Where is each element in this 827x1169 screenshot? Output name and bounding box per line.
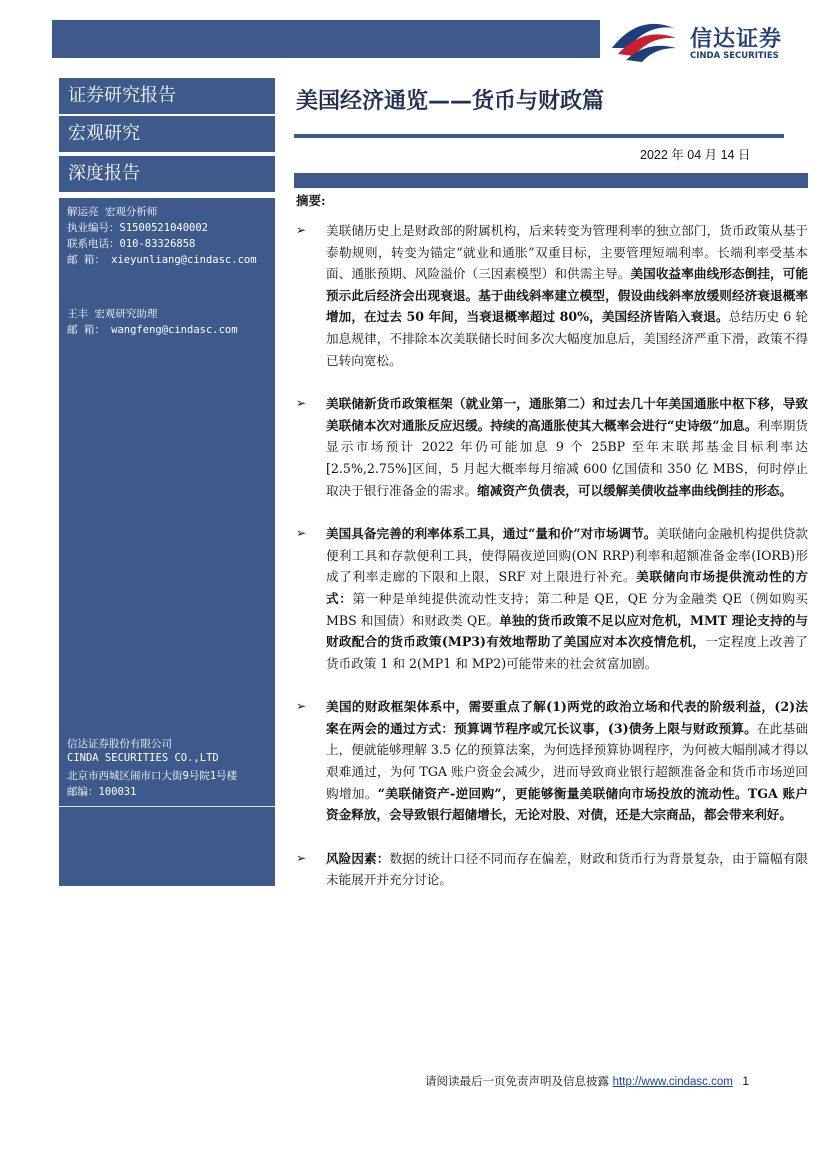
bullet-segment: 一定程度上改善了货币政策 1 和 2(MP1 和 MP2)可能带来的社会贫富加剧。 <box>326 634 809 671</box>
bullet-segment-bold: 美国的财政框架体系中，需要重点了解(1)两党的政治立场和代表的阶级利益，(2)法案在两会的通过方式：预算调节程序或冗长议事，(3)债务上限与财政预算。 <box>326 699 808 736</box>
bullet-segment-bold: 单独的货币政策不足以应对危机，MMT 理论支持的与财政配合的货币政策(MP3)有效地帮助了美国应对本次疫情危机， <box>326 612 808 650</box>
report-date: 2022 年 04 月 14 日 <box>640 148 751 162</box>
bullet-text <box>326 396 808 497</box>
bullet-fiscal-framework <box>296 696 808 826</box>
arrow-bullet-icon: ➢ <box>296 526 307 541</box>
analyst1-name: 解运亮 宏观分析师 <box>67 206 158 218</box>
company-logo <box>608 16 808 64</box>
bullet-risk-factors <box>296 848 808 891</box>
analyst1-phone: 联系电话：010-83326858 <box>67 238 196 250</box>
bullet-segment: 利率期货显示市场预计 2022 年仍可能加息 9 个 25BP 至年末联邦基金目标利率达[2.5%,2.75%]区间，5 月起大概率每月缩减 600 亿国债和 350 亿 MBS，何时停止取决于银行准备金的需求。 <box>326 417 808 498</box>
logo-text-en: CINDA SECURITIES <box>690 51 779 61</box>
page-footer <box>425 1073 749 1089</box>
bullet-segment: 美联储向金融机构提供贷款便利工具和存款便利工具，使得隔夜逆回购(ON RRP)利率和超额准备金率(IORB)形成了利率走廊的下限和上限，SRF 对上限进行补充。 <box>326 526 808 585</box>
bullet-text <box>326 526 808 671</box>
bullet-segment-bold: 风险因素： <box>326 850 390 866</box>
tab-in-depth-report: 深度报告 <box>59 156 275 192</box>
bullet-segment-bold: 美国收益率曲线形态倒挂，可能预示此后经济会出现衰退。基于曲线斜率建立模型，假设曲线斜率放缓则经济衰退概率增加，在过去 50 年间，当衰退概率超过 80%，美国经济皆陷入衰退。 <box>326 266 809 325</box>
logo-text-cn: 信达证券 <box>690 27 783 52</box>
bullet-segment: 美联储历史上是财政部的附属机构，后来转变为管理利率的独立部门，货币政策从基于泰勒规则，转变为锚定“就业和通胀”双重目标，主要管理短端利率。长端利率受基本面、通胀预期、风险溢价（三因素模型）和供需主导。 <box>326 223 808 282</box>
bullet-segment: 数据的统计口径不同而存在偏差，财政和货币行为背景复杂，由于篇幅有限未能展开并充分讨论。 <box>326 850 809 888</box>
bullet-new-policy-framework <box>296 393 808 501</box>
bullet-segment: 第一种是单纯提供流动性支持；第二种是 QE，QE 分为金融类 QE（例如购买 MBS 和国债）和财政类 QE。 <box>326 590 808 628</box>
bullet-segment-bold: 美国具备完善的利率体系工具，通过“量和价”对市场调节。 <box>326 526 657 542</box>
summary-bullets <box>296 220 808 913</box>
bullet-fed-history <box>296 220 808 371</box>
title-divider <box>294 134 784 138</box>
arrow-bullet-icon: ➢ <box>296 850 307 865</box>
arrow-bullet-icon: ➢ <box>296 699 307 714</box>
summary-bar <box>294 173 808 188</box>
analyst-panel <box>59 198 275 886</box>
analyst1-cert: 执业编号：S1500521040002 <box>67 222 209 234</box>
bullet-segment-bold: 缩减资产负债表，可以缓解美债收益率曲线倒挂的形态。 <box>477 482 792 498</box>
website-link[interactable]: http://www.cindasc.com <box>612 1076 733 1088</box>
analyst2-email[interactable]: 邮 箱： wangfeng@cindasc.com <box>67 324 238 336</box>
arrow-bullet-icon: ➢ <box>296 396 307 411</box>
tab-report-type: 证券研究报告 <box>59 78 275 114</box>
bullet-segment-bold: 美联储新货币政策框架（就业第一，通胀第二）和过去几十年美国通胀中枢下移，导致美联储本次对通胀反应迟缓。持续的高通胀使其大概率会进行“史诗级”加息。 <box>326 396 808 433</box>
company-postcode: 邮编：100031 <box>67 786 137 798</box>
bullet-segment: 在此基础上，便就能够理解 3.5 亿的预算法案，为何选择预算协调程序，为何被大幅削减才得以艰难通过，为何 TGA 账户资金会减少，进而导致商业银行超额准备金和货币市场逆回购增加。 <box>326 720 809 801</box>
bullet-rate-tools <box>296 523 808 674</box>
sidebar <box>59 78 275 1105</box>
analyst2-name: 王丰 宏观研究助理 <box>67 308 158 320</box>
report-title: 美国经济通览——货币与财政篇 <box>296 89 605 114</box>
bullet-segment-bold: “美联储资产-逆回购”，更能够衡量美联储向市场投放的流动性。TGA 账户资金释放，会导致银行超储增长，无论对股、对债，还是大宗商品，都会带来利好。 <box>326 785 809 823</box>
bullet-text <box>326 223 808 368</box>
summary-label: 摘要: <box>296 193 326 208</box>
arrow-bullet-icon: ➢ <box>296 223 307 237</box>
header-bar <box>52 20 600 58</box>
company-name-cn: 信达证券股份有限公司 <box>67 738 172 750</box>
analyst1-email[interactable]: 邮 箱： xieyunliang@cindasc.com <box>67 254 257 266</box>
disclaimer-text: 请阅读最后一页免责声明及信息披露 <box>425 1074 609 1088</box>
bullet-segment: 总结历史 6 轮加息规律，不排除本次美联储长时间多次大幅度加息后，美国经济严重下滑，政策不得已转向宽松。 <box>326 309 808 368</box>
page-number: 1 <box>742 1076 749 1088</box>
bullet-text <box>326 699 808 822</box>
bullet-text <box>326 851 808 888</box>
tab-macro-research: 宏观研究 <box>59 116 275 152</box>
bullet-segment-bold: 美联储向市场提供流动性的方式： <box>326 569 808 606</box>
divider <box>59 806 275 807</box>
company-name-en: CINDA SECURITIES CO.,LTD <box>67 752 219 764</box>
company-address: 北京市西城区闹市口大街9号院1号楼 <box>67 770 238 782</box>
cinda-logo-icon <box>608 18 678 62</box>
